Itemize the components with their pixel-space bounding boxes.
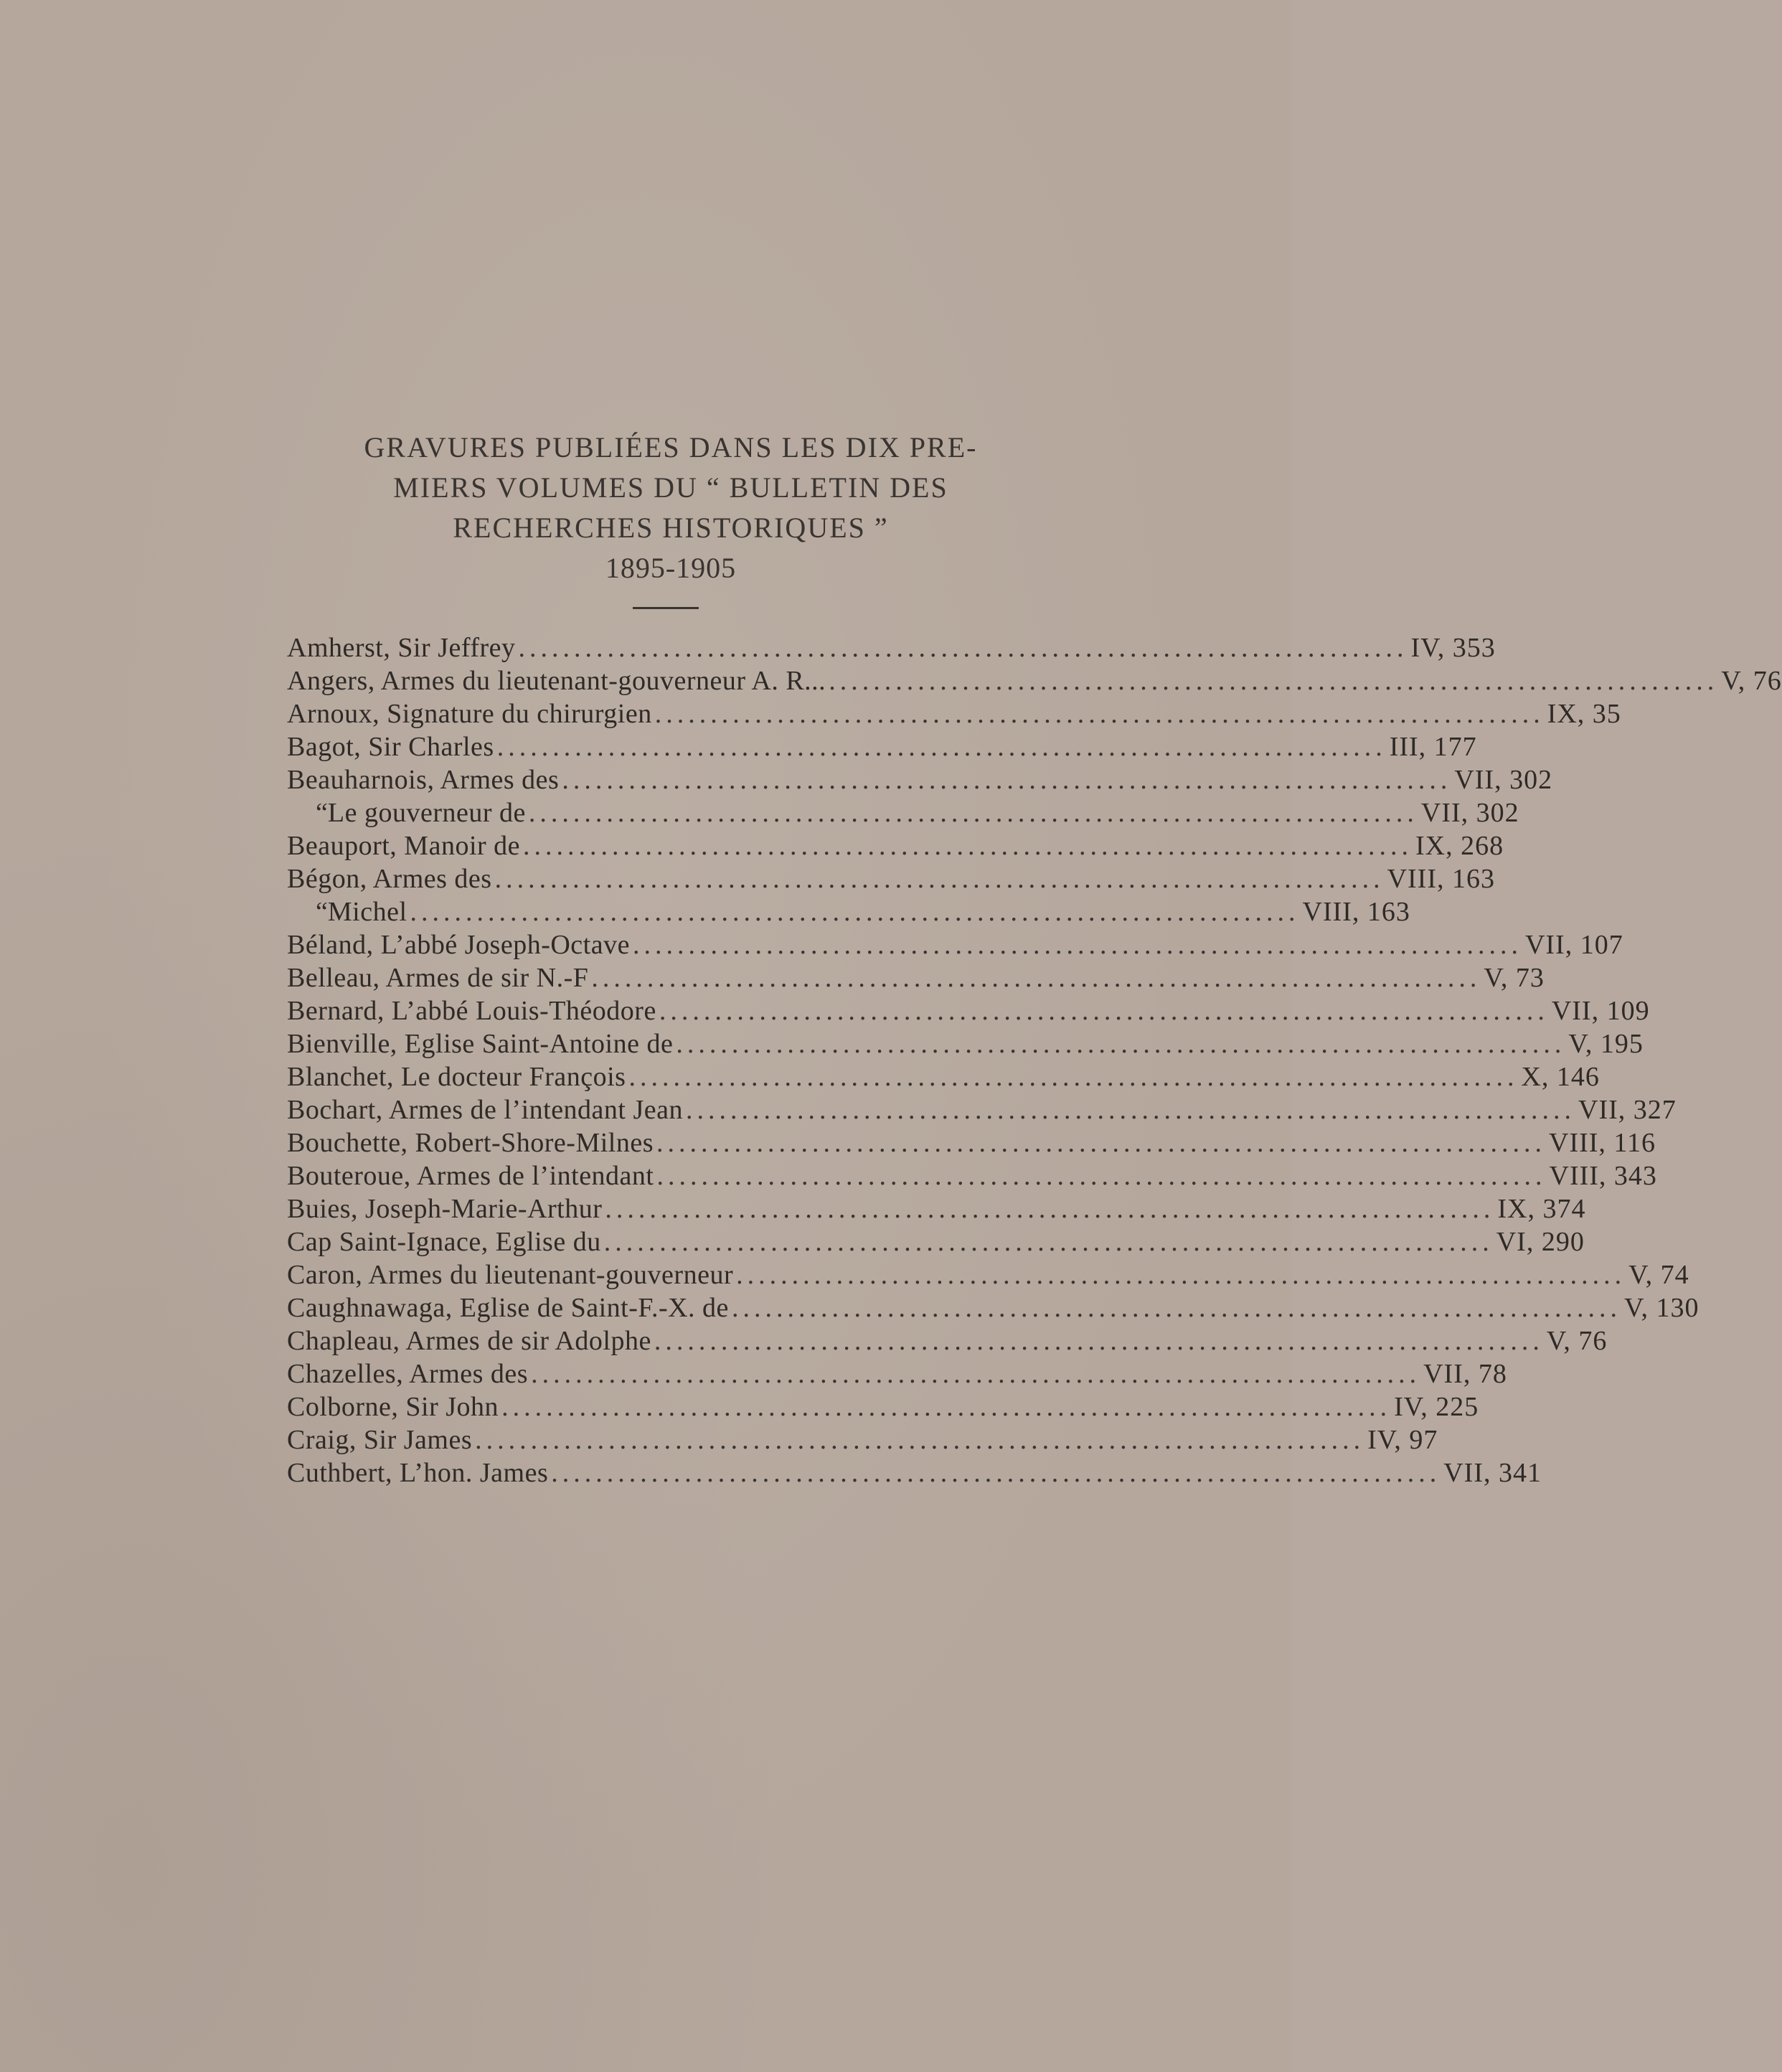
engravings-index — [287, 631, 1782, 1489]
entry-title: Bernard, L’abbé Louis-Théodore — [287, 996, 656, 1026]
volume-page-reference: VIII, 116 — [1549, 1128, 1656, 1158]
volume-page-reference: IV, 225 — [1394, 1392, 1479, 1422]
dot-leader: ................................................................................ — [494, 864, 1385, 894]
index-entry — [287, 1258, 1689, 1291]
entry-title: Amherst, Sir Jeffrey — [287, 633, 516, 663]
dot-leader: ................................................................................ — [591, 963, 1481, 993]
volume-page-reference: VII, 341 — [1443, 1458, 1542, 1488]
volume-page-reference: V, 76 — [1721, 666, 1782, 696]
index-entry — [287, 1225, 1585, 1258]
index-entry — [287, 862, 1495, 895]
index-entry — [287, 1357, 1507, 1390]
index-entry — [287, 664, 1782, 697]
entry-title: Le gouverneur de — [327, 798, 526, 828]
dot-leader: ................................................................................ — [475, 1425, 1365, 1455]
entry-title: Béland, L’abbé Joseph-Octave — [287, 930, 630, 960]
entry-title: Arnoux, Signature du chirurgien — [287, 699, 652, 729]
dot-leader: ................................................................................ — [829, 666, 1719, 696]
dot-leader: ................................................................................ — [654, 1326, 1544, 1356]
index-entry — [287, 1324, 1608, 1357]
volume-page-reference: X, 146 — [1521, 1062, 1600, 1092]
dot-leader: ................................................................................ — [686, 1095, 1576, 1125]
index-entry — [287, 1093, 1677, 1126]
title-divider — [633, 607, 699, 609]
dot-leader: ................................................................................ — [603, 1227, 1494, 1257]
volume-page-reference: VII, 302 — [1420, 798, 1519, 828]
index-entry — [287, 1027, 1644, 1060]
dot-leader: ................................................................................ — [656, 1161, 1547, 1191]
index-entry — [287, 928, 1623, 961]
entry-title: Angers, Armes du lieutenant-gouverneur A. R... — [287, 666, 826, 696]
dot-leader: ................................................................................ — [656, 1128, 1547, 1158]
dot-leader: ................................................................................ — [632, 930, 1522, 960]
index-entry — [287, 1126, 1656, 1159]
index-entry — [287, 697, 1621, 730]
index-entry — [287, 763, 1553, 796]
entry-title: Bienville, Eglise Saint-Antoine de — [287, 1029, 674, 1059]
index-entry — [287, 994, 1650, 1027]
volume-page-reference: VII, 327 — [1578, 1095, 1677, 1125]
index-entry — [287, 961, 1545, 994]
dot-leader: ................................................................................ — [523, 831, 1413, 861]
entry-title: Michel — [327, 897, 407, 927]
volume-page-reference: V, 195 — [1568, 1029, 1644, 1059]
entry-title: Bagot, Sir Charles — [287, 732, 494, 762]
index-entry — [287, 730, 1477, 763]
index-entry — [287, 1291, 1700, 1324]
dot-leader: ................................................................................ — [731, 1293, 1621, 1323]
entry-title: Blanchet, Le docteur François — [287, 1062, 626, 1092]
index-entry — [287, 1423, 1438, 1456]
volume-page-reference: V, 76 — [1546, 1326, 1608, 1356]
entry-title: Caughnawaga, Eglise de Saint-F.-X. de — [287, 1293, 729, 1323]
dot-leader: ................................................................................ — [518, 633, 1408, 663]
volume-page-reference: IV, 353 — [1410, 633, 1496, 663]
entry-title: Bouchette, Robert-Shore-Milnes — [287, 1128, 654, 1158]
volume-page-reference: VIII, 163 — [1387, 864, 1495, 894]
dot-leader: ................................................................................ — [628, 1062, 1519, 1092]
title-line-1: GRAVURES PUBLIÉES DANS LES DIX PRE- — [364, 431, 978, 463]
volume-page-reference: IX, 268 — [1415, 831, 1504, 861]
dot-leader: ................................................................................ — [531, 1359, 1421, 1389]
volume-page-reference: IX, 35 — [1547, 699, 1621, 729]
dot-leader: ................................................................................ — [654, 699, 1545, 729]
dot-leader: ................................................................................ — [736, 1260, 1626, 1290]
entry-title: Bouteroue, Armes de l’intendant — [287, 1161, 654, 1191]
volume-page-reference: VI, 290 — [1496, 1227, 1585, 1257]
entry-title: Beauharnois, Armes des — [287, 765, 560, 795]
entry-title: Chazelles, Armes des — [287, 1359, 529, 1389]
index-entry — [287, 829, 1504, 862]
entry-title: Craig, Sir James — [287, 1425, 473, 1455]
entry-title: Colborne, Sir John — [287, 1392, 499, 1422]
index-entry — [287, 796, 1519, 829]
dot-leader: ................................................................................ — [528, 798, 1418, 828]
volume-page-reference: VIII, 163 — [1302, 897, 1410, 927]
dot-leader: ................................................................................ — [551, 1458, 1441, 1488]
volume-page-reference: VII, 78 — [1423, 1359, 1507, 1389]
index-entry — [287, 1390, 1479, 1423]
entry-title: Cuthbert, L’hon. James — [287, 1458, 549, 1488]
volume-page-reference: V, 130 — [1623, 1293, 1700, 1323]
page-title — [283, 428, 1058, 588]
dot-leader: ................................................................................ — [496, 732, 1387, 762]
volume-page-reference: III, 177 — [1389, 732, 1477, 762]
index-entry — [287, 1192, 1586, 1225]
volume-page-reference: VIII, 343 — [1549, 1161, 1657, 1191]
dot-leader: ................................................................................ — [501, 1392, 1392, 1422]
title-line-3: RECHERCHES HISTORIQUES ” — [453, 512, 889, 544]
entry-title: Chapleau, Armes de sir Adolphe — [287, 1326, 651, 1356]
index-entry — [287, 1456, 1542, 1489]
volume-page-reference: V, 74 — [1628, 1260, 1689, 1290]
index-entry — [287, 895, 1410, 928]
entry-title: Bochart, Armes de l’intendant Jean — [287, 1095, 684, 1125]
entry-title: Caron, Armes du lieutenant-gouverneur — [287, 1260, 734, 1290]
volume-page-reference: V, 73 — [1484, 963, 1545, 993]
entry-title: Buies, Joseph-Marie-Arthur — [287, 1194, 603, 1224]
index-entry — [287, 1060, 1600, 1093]
dot-leader: ................................................................................ — [676, 1029, 1566, 1059]
entry-title: Belleau, Armes de sir N.-F — [287, 963, 589, 993]
volume-page-reference: VII, 302 — [1454, 765, 1553, 795]
volume-page-reference: VII, 109 — [1551, 996, 1650, 1026]
volume-page-reference: IV, 97 — [1367, 1425, 1438, 1455]
entry-title: Beauport, Manoir de — [287, 831, 521, 861]
volume-page-reference: VII, 107 — [1524, 930, 1623, 960]
index-entry — [287, 631, 1496, 664]
entry-title: Bégon, Armes des — [287, 864, 492, 894]
entry-title: Cap Saint-Ignace, Eglise du — [287, 1227, 601, 1257]
ditto-mark: “ — [316, 897, 328, 927]
ditto-mark: “ — [316, 798, 328, 828]
dot-leader: ................................................................................ — [410, 897, 1300, 927]
title-line-2: MIERS VOLUMES DU “ BULLETIN DES — [393, 471, 948, 504]
title-years: 1895-1905 — [605, 552, 737, 584]
dot-leader: ................................................................................ — [659, 996, 1549, 1026]
index-entry — [287, 1159, 1657, 1192]
dot-leader: ................................................................................ — [562, 765, 1452, 795]
dot-leader: ................................................................................ — [605, 1194, 1495, 1224]
volume-page-reference: IX, 374 — [1497, 1194, 1586, 1224]
